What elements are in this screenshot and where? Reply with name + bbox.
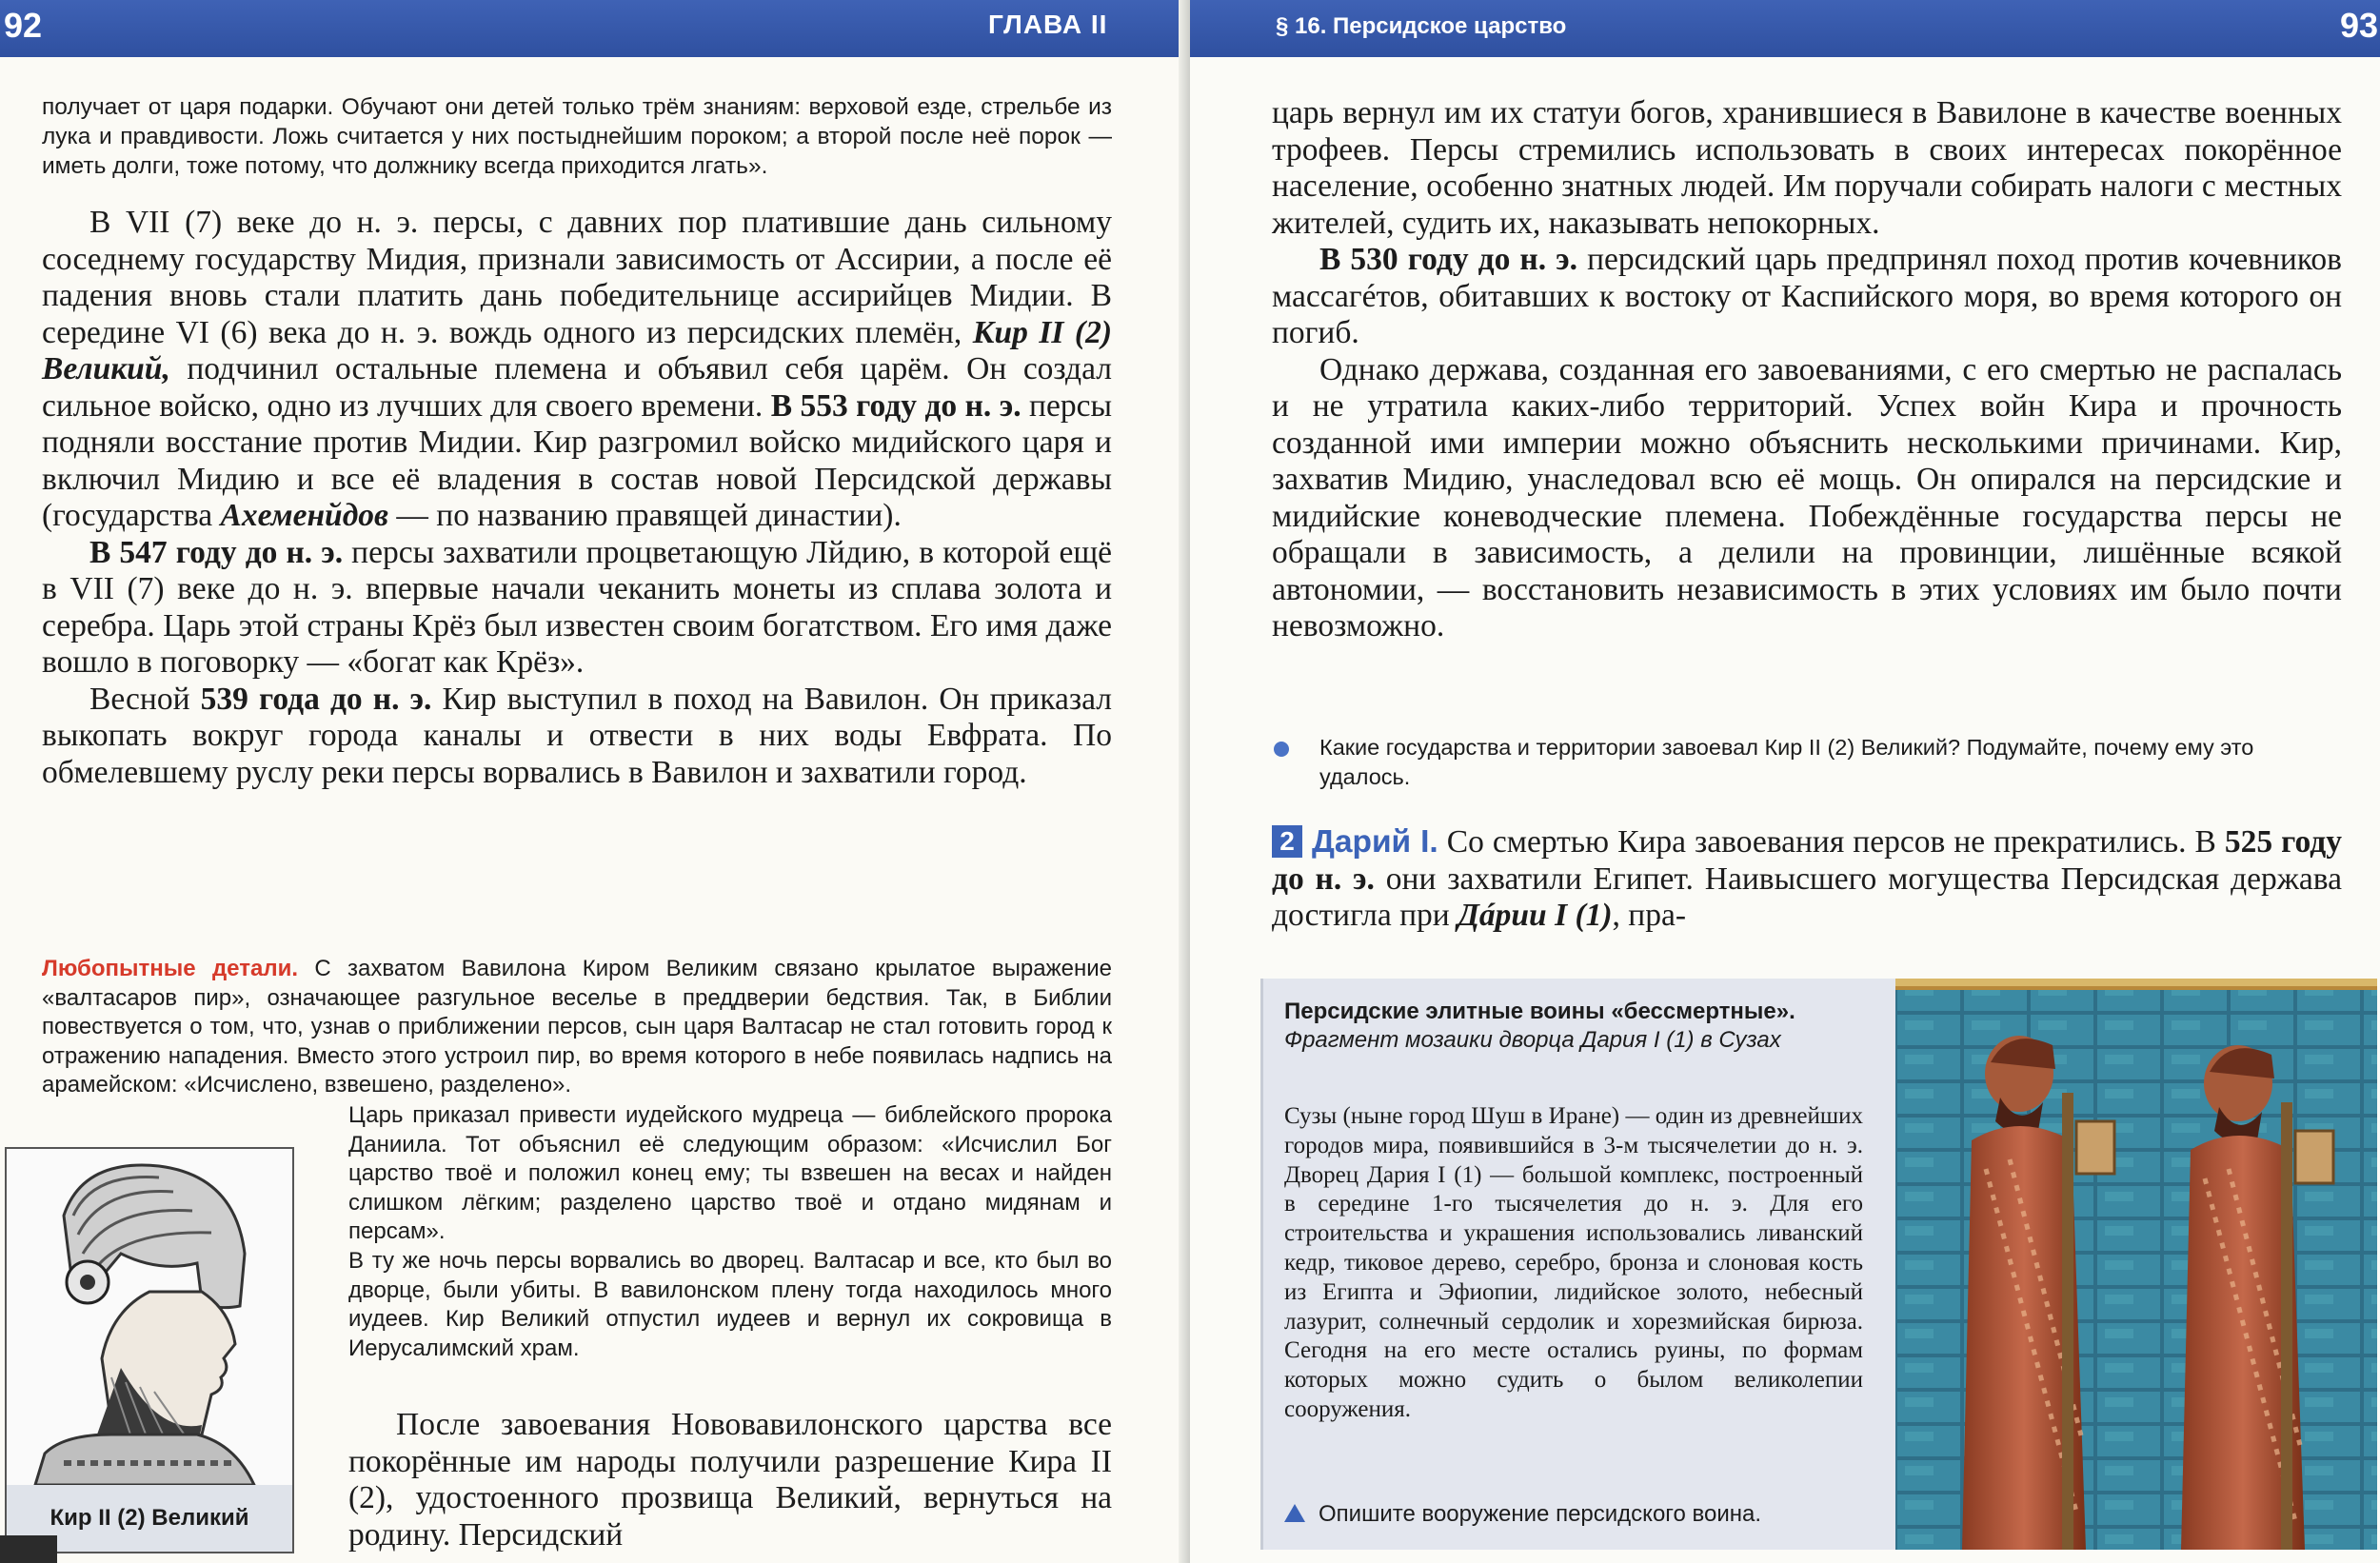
paragraph-return-home: После завоевания Нововавилонского царства все покорённые им народы получили разрешение Кира II (2), удостоенного прозвища Великий, вернуться на родину. Персидский — [348, 1407, 1112, 1553]
paragraph-empire-strength: Однако держава, созданная его завоеваниями, с его смертью не распалась и не утратила каких-либо территорий. Успех войн Кира и прочность созданной ими империи можно объяснить несколькими причинами. Кир, захватив Мидию, унаследовал всю её мощь. Он опирался на персидские и мидийские коневодческие племена. Побеждённые государства персы не обращали в зависимость, а делили на провинции, лишённые всякой автономии, — восстановить независимость в этих условиях им было почти невозможно. — [1272, 351, 2342, 643]
paragraph-darius — [1272, 824, 2342, 935]
date-530: В 530 году до н. э. — [1319, 242, 1578, 277]
paragraph-cyrus — [42, 205, 1112, 535]
bullet-icon — [1274, 742, 1289, 757]
darius-section — [1272, 824, 2342, 935]
page-number-left: 92 — [4, 6, 43, 45]
text-run: персы подняли восстание против Мидии. Кир разгромил войско мидийского царя и включил Мидию и все её владения в состав новой Персидской державы (государства — [42, 387, 1112, 533]
infobox-subtitle: Фрагмент мозаики дворца Дария I (1) в Сузах — [1284, 1027, 1781, 1053]
left-final-text — [348, 1407, 1112, 1553]
text-run: подчинил остальные племена и объявил себя царём. Он создал сильное войско, одно из лучших для своего времени. — [42, 351, 1112, 424]
curious-details-continued — [348, 1101, 1112, 1363]
infobox-question — [1284, 1500, 1874, 1529]
curious-details-daniel: Царь приказал привести иудейского мудреца — библейского пророка Даниила. Тот объяснил её следующим образом: «Исчислил Бог царство твоё и положил конец ему; ты взвешен на весах и найден слишком лёгким; разделено царство твоё и отдано мидянам и персам». — [348, 1102, 1112, 1245]
section-number-badge: 2 — [1272, 825, 1302, 858]
page-number-right: 93 — [2340, 6, 2379, 45]
immortals-mosaic-image — [1895, 979, 2377, 1550]
right-page-header — [1190, 0, 2380, 57]
triangle-icon — [1284, 1504, 1305, 1522]
paragraph-trophies: царь вернул им их статуи богов, хранившиеся в Вавилоне в качестве военных трофеев. Персы стремились использовать в своих интересах покорённое население, особенно знатных людей. Им поручали собирать налоги с местных жителей, судить их, наказывать непокорных. — [1272, 95, 2342, 241]
text-run: они захватили Египет. Наивысшего могущества Персидская держава достигла при — [1272, 861, 2342, 933]
intro-quote: получает от царя подарки. Обучают они детей только трём знаниям: верховой езде, стрельбе из лука и правдивости. Ложь считается у них постыднейшим пороком; а второй после неё порок — иметь долги, тоже потому, что должнику всегда приходится лгать». — [42, 94, 1112, 179]
curious-details-text: С захватом Вавилона Киром Великим связано крылатое выражение «валтасаров пир», означающее разгульное веселье в преддверии бедствия. Так, в Библии повествуется о том, что, узнав о приближении персов, сын царя Валтасар не стал готовить город к отражению нападения. Вместо этого устроил пир, во время которого в небе появилась надпись на арамейском: «Исчислено, взвешено, разделено». — [42, 956, 1113, 1098]
curious-details-label: Любопытные детали. — [42, 956, 298, 981]
date-553: В 553 году до н. э. — [770, 387, 1021, 424]
review-question — [1319, 733, 2342, 791]
curious-details — [42, 955, 1112, 1100]
infobox-question-text: Опишите вооружение персидского воина. — [1319, 1501, 1762, 1527]
term-darius: Дáрии I (1) — [1458, 898, 1613, 933]
immortals-infobox — [1260, 979, 2377, 1550]
text-run: , пра- — [1612, 898, 1686, 933]
infobox-title — [1284, 998, 1808, 1055]
right-page — [1190, 0, 2380, 1563]
left-page-header — [0, 0, 1190, 57]
text-run: Со смертью Кира завоевания персов не прекратились. В — [1438, 824, 2225, 860]
term-achaemenids: Ахеменйдов — [220, 498, 389, 533]
cyrus-portrait-image — [7, 1149, 292, 1485]
portrait-caption: Кир II (2) Великий — [7, 1485, 292, 1552]
cyrus-portrait — [5, 1147, 294, 1553]
immortals-mosaic — [1895, 979, 2377, 1550]
right-main-text — [1272, 95, 2342, 645]
chapter-title: ГЛАВА II — [988, 10, 1108, 39]
paragraph-babylon — [42, 682, 1112, 792]
review-question-text: Какие государства и территории завоевал Кир II (2) Великий? Подумайте, почему ему это удалось. — [1319, 735, 2254, 789]
left-main-text — [42, 205, 1112, 791]
text-run: Кир выступил в поход на Вавилон. Он приказал выкопать вокруг города каналы и отвести в них воды Евфрата. По обмелевшему руслу реки персы ворвались в Вавилон и захватили город. — [42, 681, 1112, 790]
paragraph-massagetae — [1272, 242, 2342, 352]
curious-details-ending: В ту же ночь персы ворвались во дворец. Валтасар и все, кто был во дворце, были убиты. В вавилонском плену тогда находилось много иудеев. Кир Великий отпустил иудеев и вернул их сокровища в Иерусалимский храм. — [348, 1247, 1112, 1361]
darius-heading: Дарий I. — [1312, 824, 1438, 860]
date-547: В 547 году до н. э. — [89, 534, 344, 570]
page-corner-shadow — [0, 1535, 57, 1563]
infobox-heading: Персидские элитные воины «бессмертные». — [1284, 999, 1795, 1024]
text-run: В VII (7) веке до н. э. персы, с давних пор платившие дань сильному соседнему государству Мидия, признали зависимость от Ассирии, а после её падения вновь стали платить дань победительнице ассирийцев Мидии. В середине VI (6) века до н. э. вождь одного из персидских племён, — [42, 205, 1112, 350]
text-run: персидский царь предпринял поход против кочевников массагéтов, обитавших к востоку от Каспийского моря, во время которого он погиб. — [1272, 242, 2343, 350]
term-cyrus: Кир II (2) Великий, — [42, 314, 1112, 386]
date-539: 539 года до н. э. — [200, 681, 432, 717]
infobox-text: Сузы (ныне город Шуш в Иране) — один из древнейших городов мира, появившийся в 3-м тысячелетии до н. э. Дворец Дария I (1) — большой комплекс, построенный в середине 1-го тысячелетия до н. э. Для его строительства и украшения использовались ливанский кедр, тиковое дерево, серебро, бронза и слоновая кость из Египта и Эфиопии, лидийское золото, небесный лазурит, солнечный сердолик и хорезмийская бирюза. Сегодня на его месте остались руины, по формам которых можно судить о былом великолепии сооружения. — [1284, 1103, 1863, 1422]
text-run: — по названию правящей династии). — [388, 498, 902, 533]
paragraph-lydia — [42, 535, 1112, 682]
date-525: 525 году до н. э. — [1272, 824, 2342, 897]
text-run: персы захватили процветающую Лйдию, в которой ещё в VII (7) веке до н. э. впервые начали чеканить монеты из сплава золота и серебра. Царь этой страны Крёз был известен своим богатством. Его имя даже вошло в поговорку — «богат как Крёз». — [42, 534, 1112, 680]
text-run: Весной — [89, 681, 201, 717]
section-title: § 16. Персидское царство — [1276, 13, 1567, 39]
